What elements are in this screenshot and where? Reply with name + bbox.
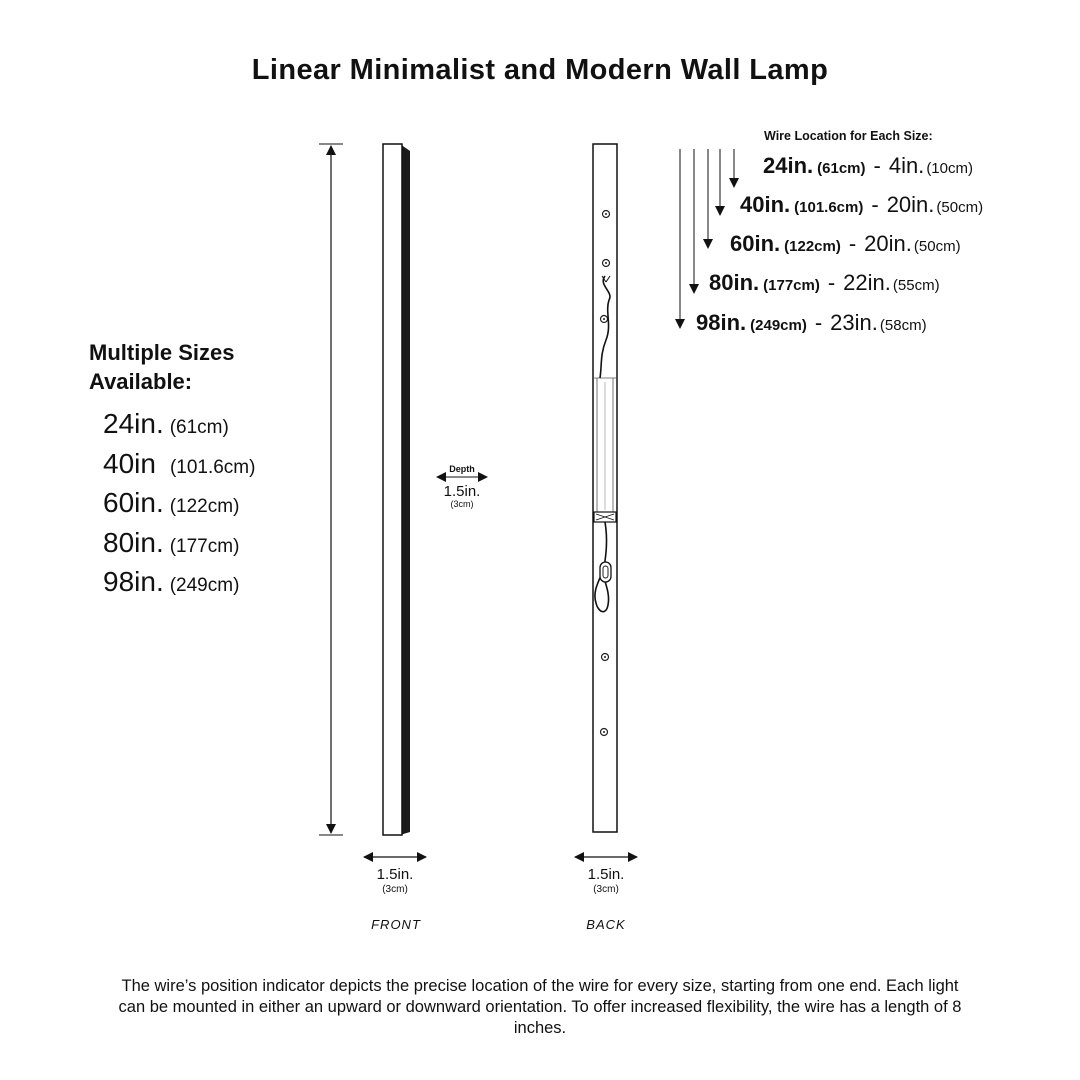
size-item <box>103 566 239 600</box>
wire-dash: - <box>827 270 836 295</box>
size-item <box>103 448 255 482</box>
wire-dash: - <box>848 231 857 256</box>
size-cm: (177cm) <box>169 536 240 557</box>
wire-location-item <box>740 192 983 220</box>
back-width-value-cm: (3cm) <box>593 884 619 895</box>
wire-size: 98in. <box>696 310 747 335</box>
wire-size-cm: (249cm) <box>750 317 807 334</box>
wire-dash: - <box>814 310 823 335</box>
wire-location-item <box>696 310 927 338</box>
wire-size-cm: (122cm) <box>784 238 841 255</box>
wire-location: 20in. <box>864 231 912 256</box>
sizes-heading-line2: Available: <box>89 369 193 394</box>
wire-size-cm: (101.6cm) <box>794 199 864 216</box>
wire-size-cm: (177cm) <box>763 277 820 294</box>
size-inches: 98in. <box>103 566 164 597</box>
wire-exit-slot <box>600 562 611 582</box>
back-width-value: 1.5in. <box>587 866 625 883</box>
wire-location-cm: (58cm) <box>879 317 927 334</box>
front-view-label: FRONT <box>371 917 421 932</box>
size-cm: (101.6cm) <box>169 457 256 478</box>
wire-location-cm: (55cm) <box>892 277 940 294</box>
back-view-label: BACK <box>586 917 626 932</box>
wire-size: 40in. <box>740 192 791 217</box>
wire-location-cm: (50cm) <box>936 199 984 216</box>
wire-location-cm: (10cm) <box>926 160 973 177</box>
wire-location: 4in. <box>888 153 925 178</box>
back-view-lamp <box>593 144 617 832</box>
depth-label: Depth <box>449 464 475 474</box>
wire-note: The wire’s position indicator depicts the precise location of the wire for every size, starting from one end. Each light can be mounted in either an upward or downward orientation. To offer increased flexibility, the wire has a length of 8 inches. <box>118 977 962 1037</box>
front-width-value: 1.5in. <box>376 866 414 883</box>
sizes-heading <box>89 338 234 396</box>
page-title: Linear Minimalist and Modern Wall Lamp <box>251 54 829 86</box>
wire-location-arrows <box>680 149 734 328</box>
wire-location-item <box>709 270 940 298</box>
wire-dash: - <box>871 192 879 217</box>
size-cm: (122cm) <box>169 496 240 517</box>
height-dimension-line <box>319 144 343 835</box>
front-view-lamp <box>383 144 410 835</box>
wire-size-cm: (61cm) <box>817 160 866 177</box>
size-cm: (61cm) <box>169 417 229 438</box>
wire-location: 23in. <box>830 310 878 335</box>
size-item <box>103 408 229 442</box>
sizes-heading-line1: Multiple Sizes <box>89 340 235 365</box>
size-item <box>103 527 239 561</box>
wire-location: 22in. <box>843 270 891 295</box>
size-inches: 80in. <box>103 527 164 558</box>
wire-location-cm: (50cm) <box>913 238 961 255</box>
wire-location-heading: Wire Location for Each Size: <box>764 129 933 143</box>
wire-size: 60in. <box>730 231 781 256</box>
wire-location: 20in. <box>886 192 935 217</box>
wire-size: 80in. <box>709 270 760 295</box>
size-inches: 24in. <box>103 408 164 439</box>
size-inches: 40in <box>103 448 156 479</box>
size-item <box>103 487 239 521</box>
wire-location-item <box>763 153 973 181</box>
size-inches: 60in. <box>103 487 164 518</box>
wire-location-item <box>730 231 961 259</box>
front-width-value-cm: (3cm) <box>382 884 408 895</box>
depth-value-cm: (3cm) <box>450 499 474 509</box>
size-cm: (249cm) <box>169 575 240 596</box>
wire-dash: - <box>873 153 881 178</box>
wire-size: 24in. <box>763 153 814 178</box>
depth-value: 1.5in. <box>443 483 481 500</box>
